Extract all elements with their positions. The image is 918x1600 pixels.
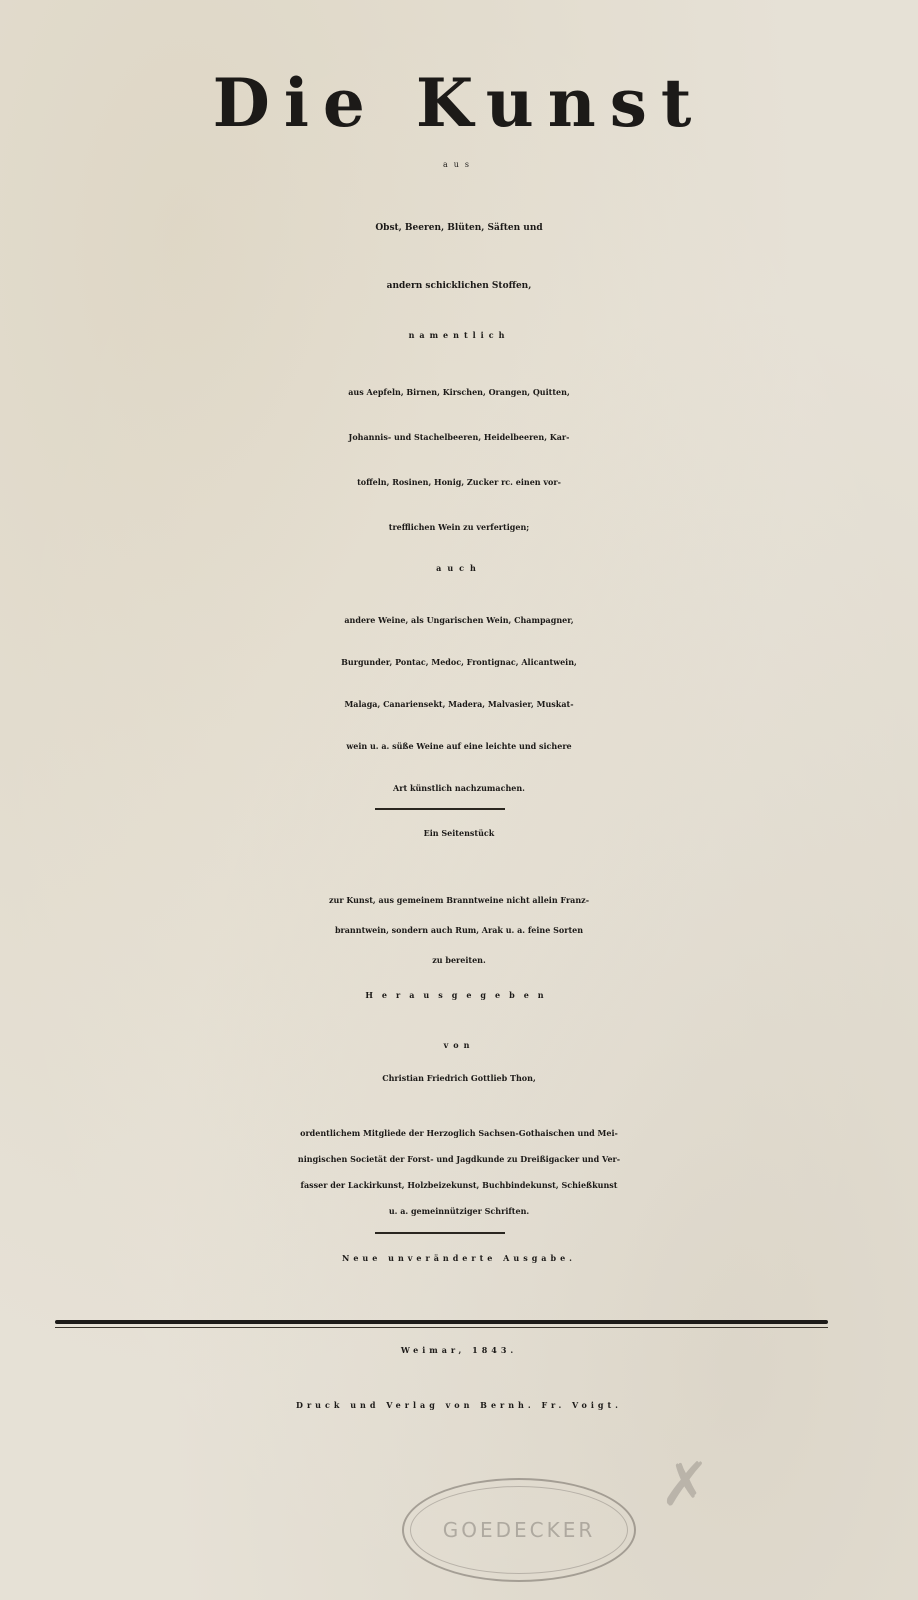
author-credentials-line: fasser der Lackirkunst, Holzbeizekunst, Buchbindekunst, Schießkunst bbox=[300, 1180, 618, 1190]
paragraph2-line: Art künstlich nachzumachen. bbox=[393, 783, 525, 793]
paragraph3-line: zu bereiten. bbox=[432, 955, 486, 965]
publisher-line: Druck und Verlag von Bernh. Fr. Voigt. bbox=[296, 1400, 622, 1410]
seitenstueck-heading: Ein Seitenstück bbox=[423, 828, 495, 838]
paragraph1-line: toffeln, Rosinen, Honig, Zucker rc. einen vor- bbox=[357, 477, 561, 487]
connector-aus: aus bbox=[442, 160, 476, 169]
divider-short bbox=[375, 808, 505, 810]
divider-short bbox=[375, 1232, 505, 1234]
subtitle-line-2: andern schicklichen Stoffen, bbox=[386, 281, 532, 291]
paragraph2-line: wein u. a. süße Weine auf eine leichte und sichere bbox=[346, 741, 572, 751]
author-credentials-line: ordentlichem Mitgliede der Herzoglich Sachsen-Gothaischen und Mei- bbox=[300, 1128, 618, 1138]
paragraph2-line: andere Weine, als Ungarischen Wein, Champagner, bbox=[344, 615, 574, 625]
herausgegeben-label: Herausgegeben bbox=[365, 990, 553, 1000]
faint-handwritten-mark: ✗ bbox=[659, 1450, 711, 1520]
author-credentials-line: ningischen Societät der Forst- und Jagdkunde zu Dreißigacker und Ver- bbox=[297, 1154, 621, 1164]
paragraph2-line: Malaga, Canariensekt, Madera, Malvasier, Muskat- bbox=[344, 699, 574, 709]
library-stamp-text: GOEDECKER bbox=[442, 1518, 596, 1542]
book-title: Die Kunst bbox=[212, 64, 706, 142]
paragraph1-line: aus Aepfeln, Birnen, Kirschen, Orangen, Quitten, bbox=[348, 387, 570, 397]
library-stamp-inner-ring bbox=[410, 1486, 628, 1574]
subtitle-line-1: Obst, Beeren, Blüten, Säften und bbox=[375, 223, 543, 233]
von-label: von bbox=[443, 1040, 475, 1050]
connector-namentlich: namentlich bbox=[408, 330, 510, 340]
paragraph3-line: branntwein, sondern auch Rum, Arak u. a. feine Sorten bbox=[334, 925, 584, 935]
place-and-year: Weimar, 1843. bbox=[400, 1345, 518, 1355]
author-name: Christian Friedrich Gottlieb Thon, bbox=[382, 1073, 536, 1083]
paragraph3-line: zur Kunst, aus gemeinem Branntweine nicht allein Franz- bbox=[328, 895, 590, 905]
edition-note: Neue unveränderte Ausgabe. bbox=[342, 1253, 576, 1263]
library-stamp bbox=[402, 1478, 636, 1582]
author-credentials-line: u. a. gemeinnütziger Schriften. bbox=[388, 1206, 530, 1216]
divider-long-thin bbox=[55, 1327, 828, 1328]
paragraph1-line: Johannis- und Stachelbeeren, Heidelbeeren, Kar- bbox=[348, 432, 570, 442]
paragraph1-line: trefflichen Wein zu verfertigen; bbox=[388, 522, 530, 532]
paragraph2-line: Burgunder, Pontac, Medoc, Frontignac, Alicantwein, bbox=[341, 657, 577, 667]
divider-long bbox=[55, 1320, 828, 1324]
connector-auch: auch bbox=[436, 563, 482, 573]
